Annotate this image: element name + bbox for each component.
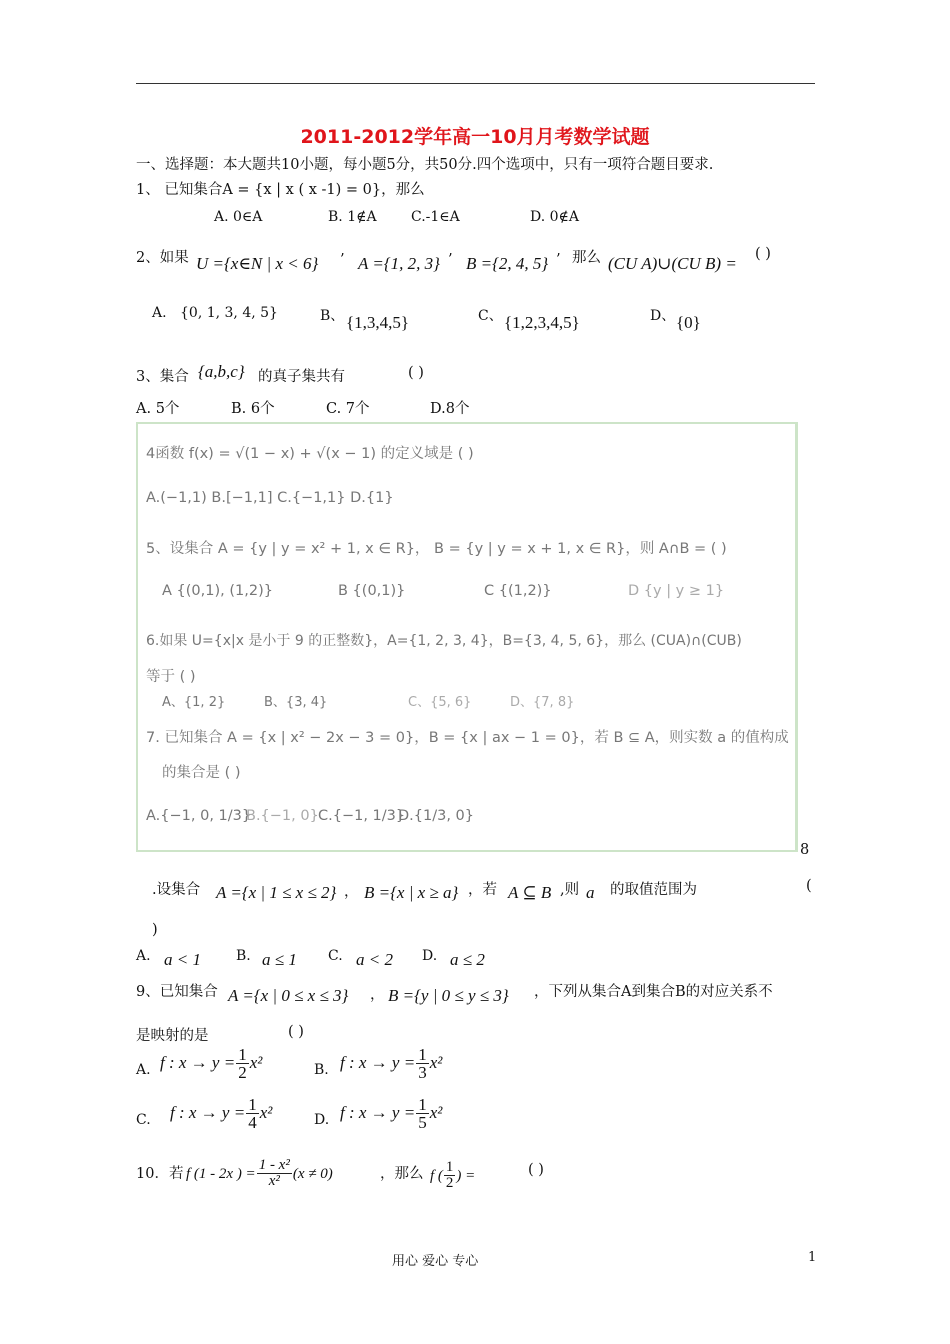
q9-option-c-den: 4 (248, 1113, 257, 1132)
q2-set-u: U ={x∈N | x < 6} (196, 254, 319, 273)
q6-option-d: D、{7, 8} (510, 695, 575, 710)
q10-target-den: 2 (445, 1175, 454, 1191)
q7-stem-b: 的集合是 ( ) (162, 765, 241, 781)
section-heading: 一、选择题：本大题共10小题，每小题5分，共50分.四个选项中，只有一项符合题目要求. (136, 157, 714, 173)
q10-lhs: f (1 - 2x ) = (186, 1166, 256, 1182)
q2-sep3: ’ (556, 252, 561, 268)
q3-stem-pre: 3、集合 (136, 369, 189, 385)
q10-denominator: x² (268, 1173, 280, 1189)
q10-f: f ( (430, 1168, 443, 1184)
q8-paren-open: ( (806, 878, 812, 894)
q8-post: 的取值范围为 (610, 882, 697, 898)
footer-text: 用心 爱心 专心 (392, 1254, 479, 1269)
q9-option-d-num: 1 (418, 1095, 427, 1114)
q5-stem: 5、设集合 A = {y | y = x² + 1, x ∈ R}， B = {y | y = x + 1, x ∈ R}，则 A∩B = ( ) (146, 541, 727, 557)
q2-sep2: ’ (448, 252, 453, 268)
q9-option-a (160, 1046, 262, 1081)
q7-option-d: D.{1/3, 0} (398, 808, 475, 824)
q8-condition: A ⊆ B (508, 883, 552, 902)
q7-option-c: C.{−1, 1/3} (318, 808, 406, 824)
q2-paren: ( ) (755, 246, 771, 262)
q6-option-a: A、{1, 2} (162, 695, 226, 710)
q2-option-a-label: A. (152, 305, 167, 321)
q1-option-a: A. 0∈A (214, 209, 263, 225)
q9-option-c-fraction (246, 1096, 259, 1131)
q9-option-d-fraction (416, 1096, 429, 1131)
q6-stem: 6.如果 U={x|x 是小于 9 的正整数}，A={1, 2, 3, 4}，B={3, 4, 5, 6}，那么 (CUA)∩(CUB) (146, 633, 742, 649)
q9-option-b-fraction (416, 1046, 429, 1081)
q2-then: 那么 (572, 250, 601, 266)
q3-option-d: D.8个 (430, 401, 470, 417)
q9-option-b-map: f : x → y = (340, 1053, 416, 1072)
q5-option-b: B {(0,1)} (338, 583, 406, 599)
q3-set: {a,b,c} (198, 362, 245, 381)
q3-paren: ( ) (408, 365, 424, 381)
q2-expression: (CU A)∪(CU B) = (608, 254, 737, 273)
q9-option-b-x2: x² (429, 1053, 443, 1072)
q9-option-a-fraction (236, 1046, 249, 1081)
q10-target (430, 1160, 475, 1191)
q8-option-d: a ≤ 2 (450, 950, 485, 969)
q9-option-a-x2: x² (249, 1053, 263, 1072)
q2-number: 2、如果 (136, 250, 189, 266)
q10-equation (186, 1158, 333, 1189)
q1-option-d: D. 0∉A (530, 209, 580, 225)
q9-option-b-num: 1 (418, 1045, 427, 1064)
q2-option-d: {0} (676, 313, 701, 332)
q2-option-b: {1,3,4,5} (346, 313, 410, 332)
q9-option-b-den: 3 (418, 1063, 427, 1082)
q10-target-fraction (444, 1160, 456, 1191)
q9-option-d-x2: x² (429, 1103, 443, 1122)
q9-option-c-map: f : x → y = (170, 1103, 246, 1122)
q6-stem-b: 等于 ( ) (146, 669, 196, 685)
q1-stem: 1、 已知集合A = {x | x ( x -1) = 0}，那么 (136, 182, 425, 198)
q10-then: ，那么 (380, 1166, 424, 1182)
q9-option-d-label: D. (314, 1112, 330, 1128)
q8-option-c-label: C. (328, 948, 343, 964)
header-rule (136, 83, 815, 84)
q9-line2: 是映射的是 (136, 1028, 209, 1044)
q10-target-num: 1 (445, 1159, 454, 1175)
q8-number: 8 (800, 842, 810, 858)
page-title: 2011-2012学年高一10月月考数学试题 (300, 126, 650, 148)
q2-option-c-label: C、 (478, 308, 503, 324)
q9-option-a-den: 2 (238, 1063, 247, 1082)
q10-target-eq: ) = (456, 1168, 476, 1184)
q2-option-c: {1,2,3,4,5} (504, 313, 580, 332)
q8-option-c: a < 2 (356, 950, 393, 969)
q2-option-a: {0, 1, 3, 4, 5} (180, 305, 278, 321)
q9-comma: ， (370, 987, 385, 1003)
q1-option-b: B. 1∉A (328, 209, 377, 225)
q10-fraction (257, 1158, 292, 1189)
q2-set-a: A ={1, 2, 3} (358, 254, 440, 273)
q8-paren-close: ) (152, 922, 158, 938)
q9-option-a-label: A. (136, 1062, 151, 1078)
q5-option-c: C {(1,2)} (484, 583, 552, 599)
q5-option-d: D {y | y ≥ 1} (628, 583, 725, 599)
q8-option-d-label: D. (422, 948, 438, 964)
q9-option-c-label: C. (136, 1112, 151, 1128)
q3-option-a: A. 5个 (136, 401, 180, 417)
q9-paren: ( ) (288, 1024, 304, 1040)
q8-option-b: a ≤ 1 (262, 950, 297, 969)
q10-paren: ( ) (528, 1162, 544, 1178)
q8-set-b: B ={x | x ≥ a} (364, 883, 459, 902)
q9-option-d (340, 1096, 442, 1131)
q7-stem: 7. 已知集合 A = {x | x² − 2x − 3 = 0}，B = {x | ax − 1 = 0}，若 B ⊆ A，则实数 a 的值构成 (146, 730, 789, 746)
q8-option-a: a < 1 (164, 950, 201, 969)
q9-set-b: B ={y | 0 ≤ y ≤ 3} (388, 986, 509, 1005)
q9-set-a: A ={x | 0 ≤ x ≤ 3} (228, 986, 349, 1005)
q6-option-c: C、{5, 6} (408, 695, 472, 710)
q7-option-b: B.{−1, 0} (246, 808, 319, 824)
q7-option-a: A.{−1, 0, 1/3} (146, 808, 252, 824)
q8-set-a: A ={x | 1 ≤ x ≤ 2} (216, 883, 337, 902)
q9-option-a-map: f : x → y = (160, 1053, 236, 1072)
q9-option-c-num: 1 (248, 1095, 257, 1114)
q5-option-a: A {(0,1), (1,2)} (162, 583, 273, 599)
q8-then: ,则 (560, 882, 580, 898)
page-number: 1 (808, 1250, 817, 1265)
q8-if: ，若 (468, 882, 497, 898)
q4-options: A.(−1,1) B.[−1,1] C.{−1,1} D.{1} (146, 490, 394, 506)
q10-numerator: 1 - x² (258, 1157, 290, 1173)
q8-var-a: a (586, 883, 595, 902)
q8-option-b-label: B. (236, 948, 251, 964)
q10-condition: (x ≠ 0) (292, 1166, 333, 1182)
q8-comma: ， (344, 884, 359, 900)
q2-option-d-label: D、 (650, 308, 676, 324)
q3-stem-post: 的真子集共有 (258, 369, 345, 385)
q2-sep1: ’ (340, 252, 345, 268)
q9-option-c-x2: x² (259, 1103, 273, 1122)
q6-option-b: B、{3, 4} (264, 695, 328, 710)
q9-post: ，下列从集合A到集合B的对应关系不 (534, 984, 773, 1000)
q3-option-b: B. 6个 (231, 401, 275, 417)
q1-option-c: C.-1∈A (411, 209, 460, 225)
q9-option-d-map: f : x → y = (340, 1103, 416, 1122)
q8-option-a-label: A. (136, 948, 151, 964)
q9-option-c (170, 1096, 272, 1131)
q9-pre: 9、已知集合 (136, 984, 218, 1000)
q3-option-c: C. 7个 (326, 401, 370, 417)
q2-option-b-label: B、 (320, 308, 345, 324)
q10-pre: 10．若 (136, 1166, 184, 1182)
q8-pre: .设集合 (152, 882, 201, 898)
q9-option-a-num: 1 (238, 1045, 247, 1064)
q4-stem: 4函数 f(x) = √(1 − x) + √(x − 1) 的定义域是 ( ) (146, 446, 474, 462)
q2-set-b: B ={2, 4, 5} (466, 254, 549, 273)
q9-option-b-label: B. (314, 1062, 329, 1078)
q9-option-d-den: 5 (418, 1113, 427, 1132)
q9-option-b (340, 1046, 442, 1081)
